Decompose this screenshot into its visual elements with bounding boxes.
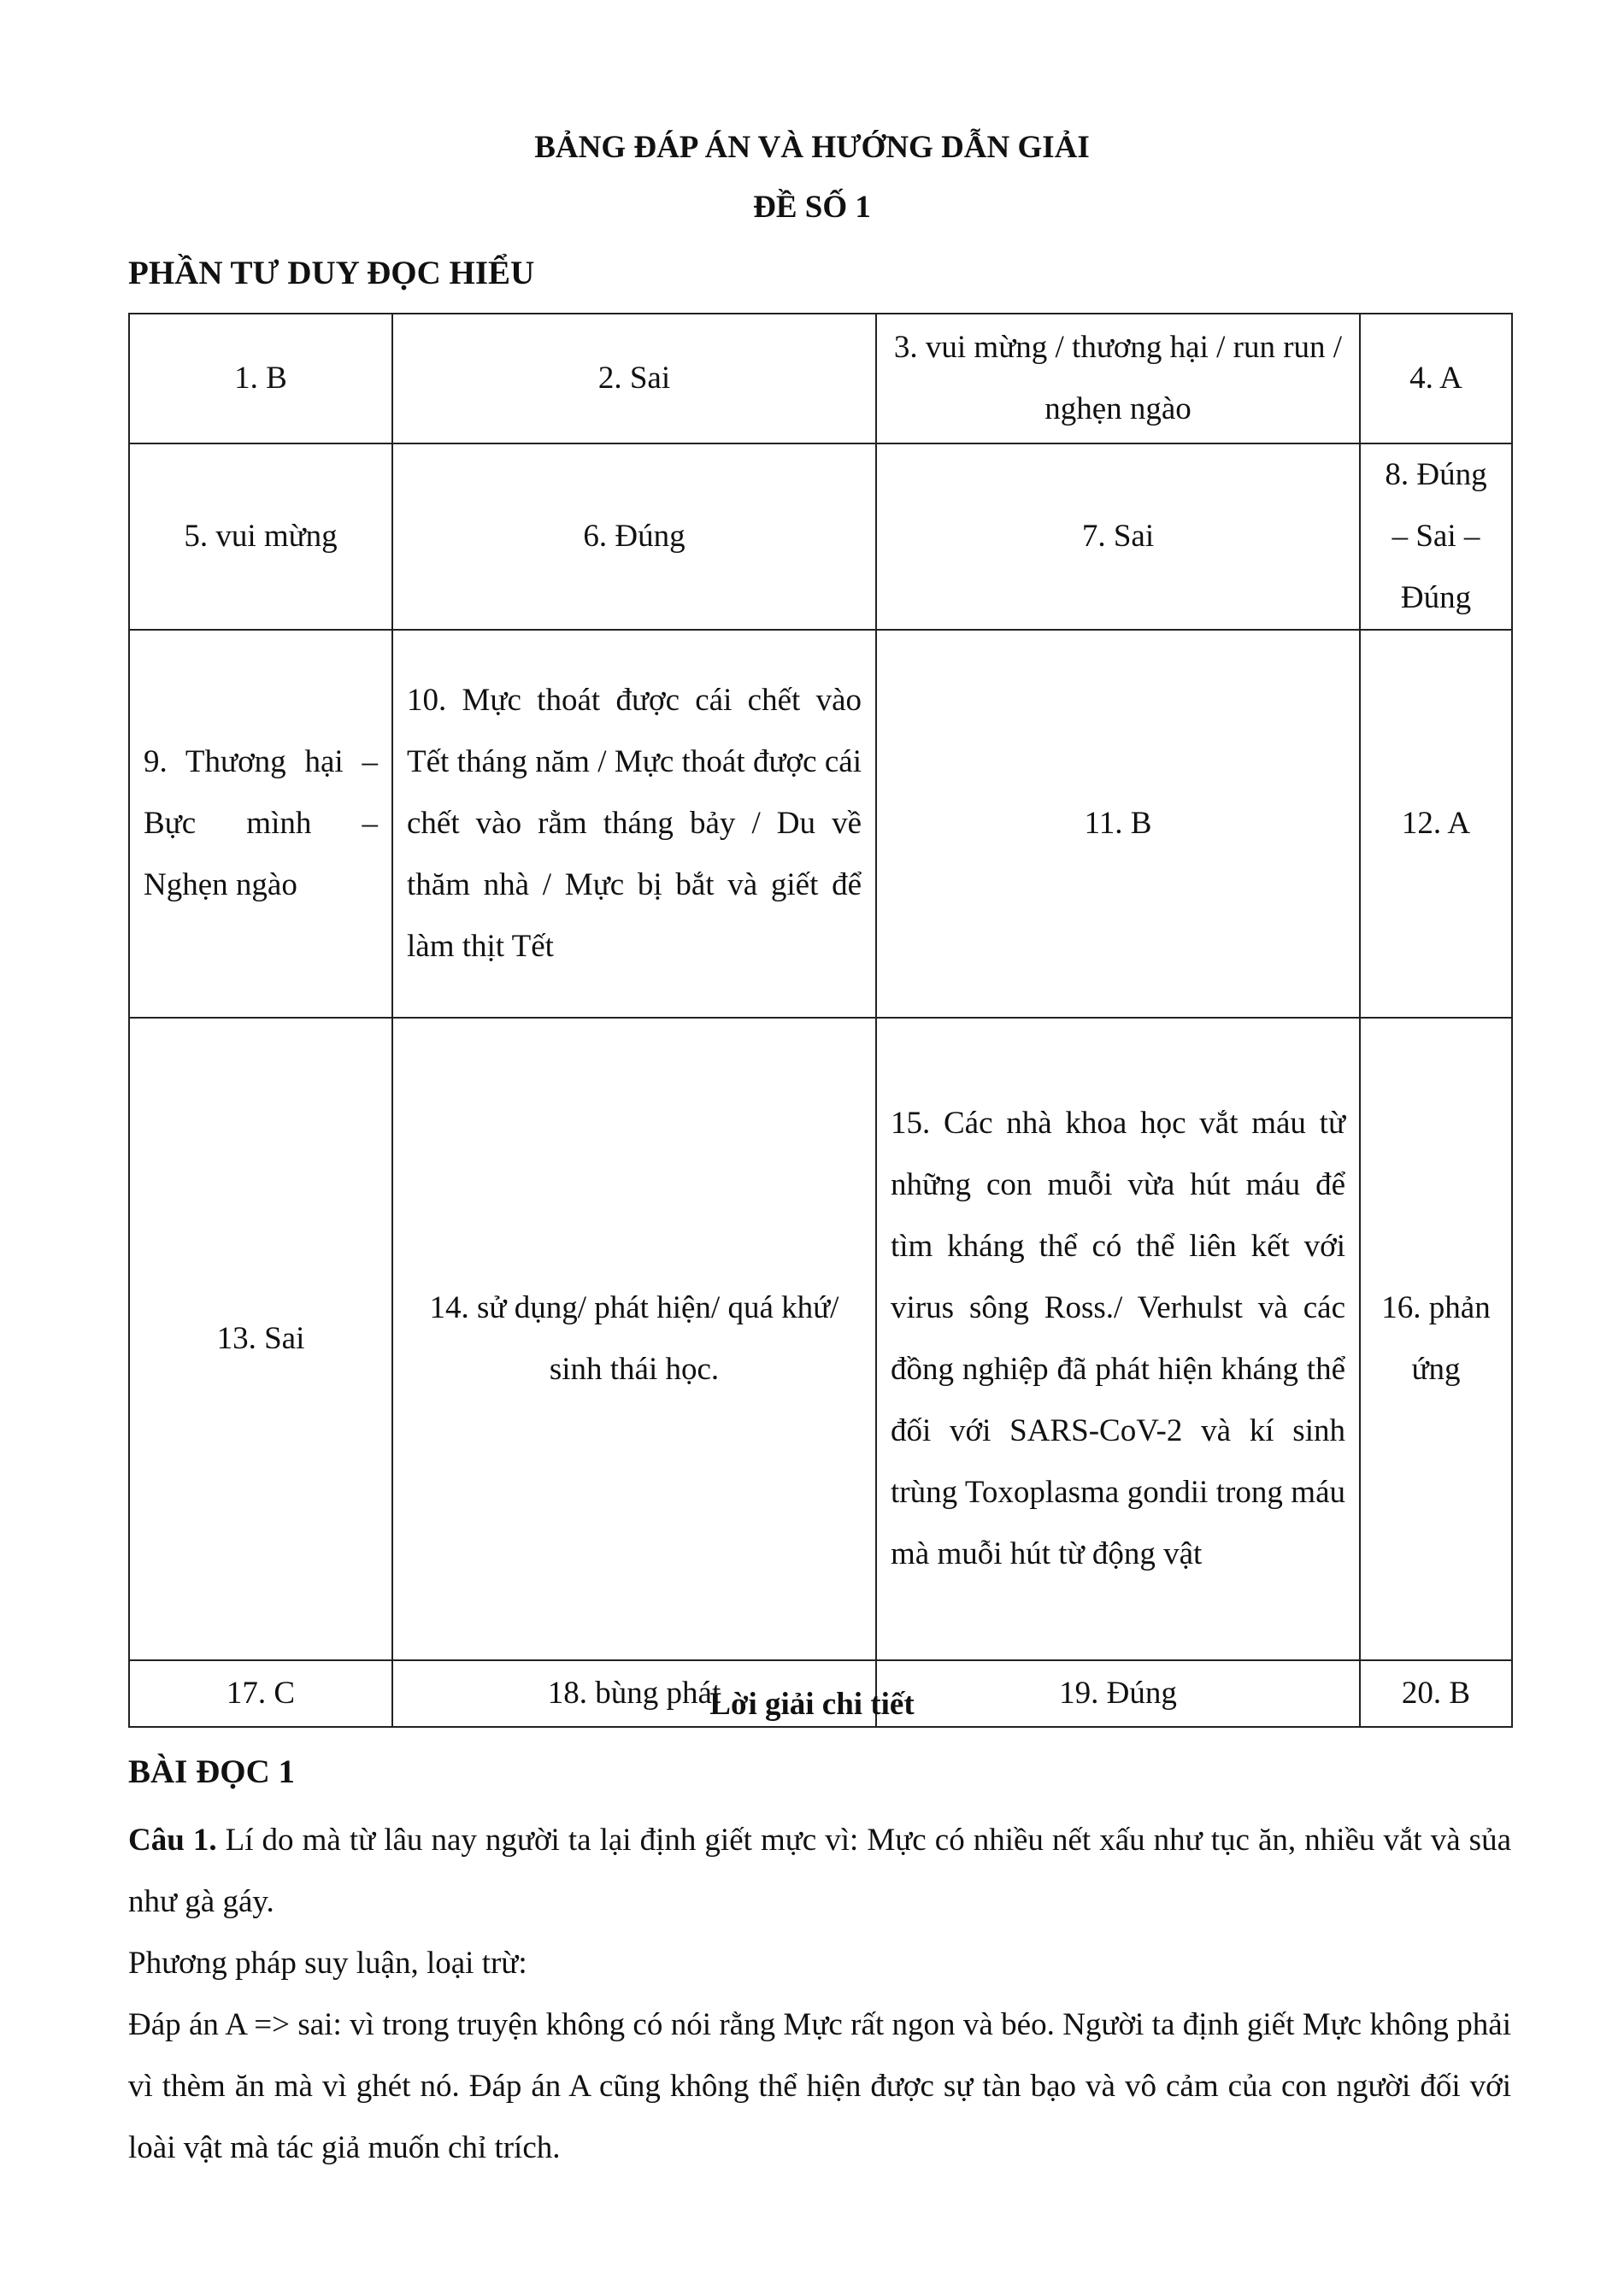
detail-title: Lời giải chi tiết bbox=[709, 1687, 915, 1722]
table-cell: 16. phản ứng bbox=[1360, 1018, 1512, 1660]
table-row bbox=[129, 1018, 1512, 1660]
table-cell: 6. Đúng bbox=[392, 443, 876, 630]
explanation-paragraph: Đáp án A => sai: vì trong truyện không có nói rằng Mực rất ngon và béo. Người ta định giết Mực không phải vì thèm ăn mà vì ghét nó. Đáp án A cũng không thể hiện được sự tàn bạo và vô cảm của con người đối với loài vật mà tác giả muốn chỉ trích. bbox=[128, 2007, 1511, 2165]
question-label: Câu 1. bbox=[128, 1823, 217, 1858]
table-cell: 19. Đúng bbox=[876, 1660, 1360, 1727]
table-cell: 14. sử dụng/ phát hiện/ quá khứ/ sinh thái học. bbox=[392, 1018, 876, 1660]
table-cell: 4. A bbox=[1360, 314, 1512, 443]
table-cell: 9. Thương hại – Bực mình – Nghẹn ngào bbox=[129, 630, 392, 1018]
question-paragraph bbox=[128, 1810, 1511, 1933]
table-cell: 13. Sai bbox=[129, 1018, 392, 1660]
table-cell: 18. bùng phát bbox=[392, 1660, 876, 1727]
table-cell: 11. B bbox=[876, 630, 1360, 1018]
table-row bbox=[129, 630, 1512, 1018]
section-heading: PHẦN TƯ DUY ĐỌC HIỂU bbox=[128, 255, 535, 291]
method-paragraph: Phương pháp suy luận, loại trừ: bbox=[128, 1946, 527, 1981]
table-cell: 5. vui mừng bbox=[129, 443, 392, 630]
table-cell: 12. A bbox=[1360, 630, 1512, 1018]
table-row bbox=[129, 314, 1512, 443]
table-row bbox=[129, 443, 1512, 630]
table-cell: 1. B bbox=[129, 314, 392, 443]
table-cell: 20. B bbox=[1360, 1660, 1512, 1727]
reading-heading: BÀI ĐỌC 1 bbox=[128, 1753, 296, 1790]
question-text: Lí do mà từ lâu nay người ta lại định giết mực vì: Mực có nhiều nết xấu như tục ăn, nhiều vắt và sủa như gà gáy. bbox=[128, 1823, 1511, 1919]
detail-body bbox=[128, 1810, 1511, 2179]
table-cell: 8. Đúng – Sai – Đúng bbox=[1360, 443, 1512, 630]
table-cell: 15. Các nhà khoa học vắt máu từ những con muỗi vừa hút máu để tìm kháng thể có thể liên kết với virus sông Ross./ Verhulst và các đồng nghiệp đã phát hiện kháng thể đối với SARS-CoV-2 và kí sinh trùng Toxoplasma gondii trong máu mà muỗi hút từ động vật bbox=[876, 1018, 1360, 1660]
answer-table bbox=[128, 313, 1513, 1728]
page-title: BẢNG ĐÁP ÁN VÀ HƯỚNG DẪN GIẢI bbox=[534, 130, 1090, 165]
table-cell: 7. Sai bbox=[876, 443, 1360, 630]
table-cell: 2. Sai bbox=[392, 314, 876, 443]
table-cell: 3. vui mừng / thương hại / run run / nghẹn ngào bbox=[876, 314, 1360, 443]
table-cell: 10. Mực thoát được cái chết vào Tết tháng năm / Mực thoát được cái chết vào rằm tháng bảy / Du về thăm nhà / Mực bị bắt và giết để làm thịt Tết bbox=[392, 630, 876, 1018]
page-subtitle: ĐỀ SỐ 1 bbox=[753, 190, 871, 225]
table-cell: 17. C bbox=[129, 1660, 392, 1727]
